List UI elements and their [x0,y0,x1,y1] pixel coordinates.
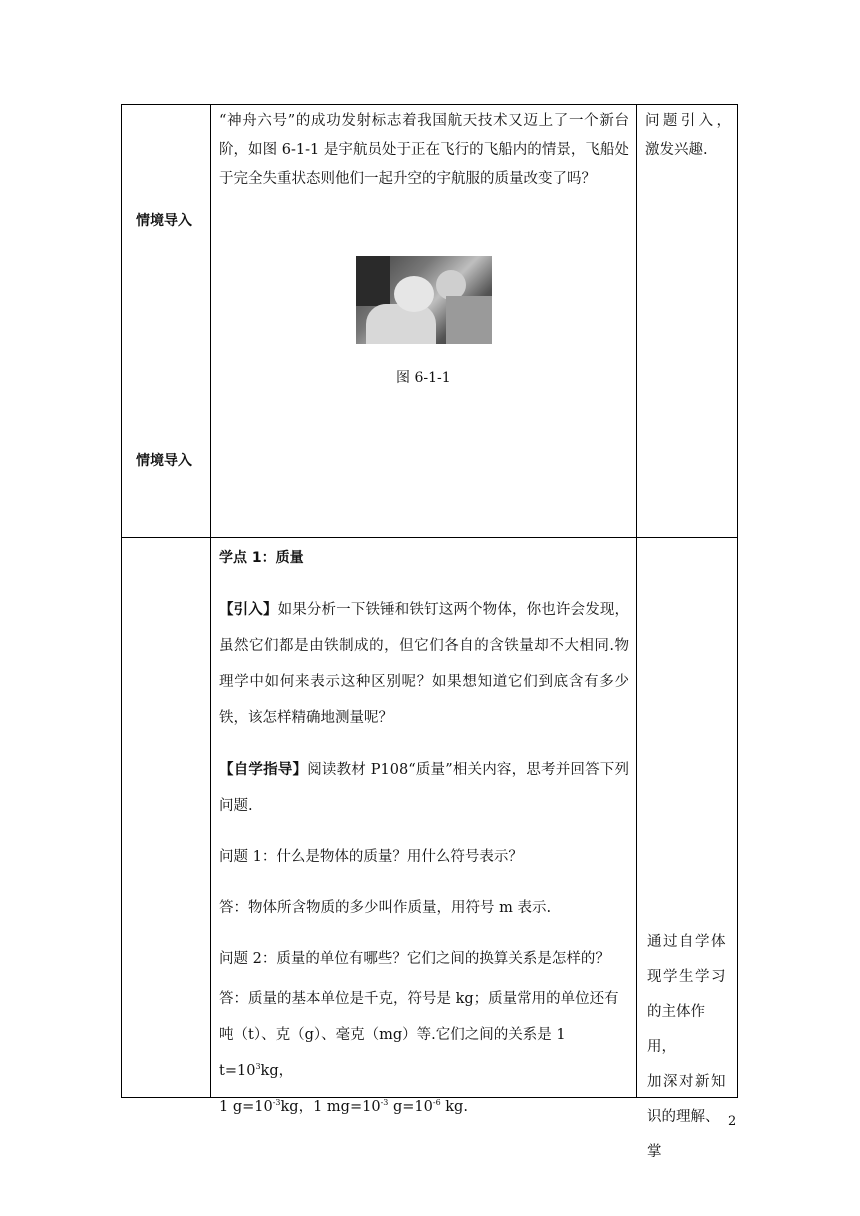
intro-block [219,592,629,736]
intro-tag: 【引入】 [219,602,278,618]
table-col-divider-2 [636,104,637,1098]
table-right-border [737,104,738,1098]
answer-2: 答：质量的基本单位是千克，符号是 kg；质量常用的单位还有 吨（t）、克（g）、毫克（mg）等.它们之间的关系是 1 $t=10^3kg$， 1 $g=10^{-3}kg$，1 $mg=10^{-3}$ $g=10^{-6}$ kg. [219,991,619,1115]
intro-paragraph: “神舟六号”的成功发射标志着我国航天技术又迈上了一个新台阶，如图 6-1-1 是宇航员处于正在飞行的飞船内的情景，飞船处于完全失重状态则他们一起升空的宇航服的质量改变了吗？ [219,113,629,187]
page-number: 2 [728,1114,737,1129]
guide-text: 阅读教材 P108“质量”相关内容，思考并回答下列问题. [219,762,629,814]
intro-text: 如果分析一下铁锤和铁钉这两个物体，你也许会发现，虽然它们都是由铁制成的，但它们各自的含铁量却不大相同.物理学中如何来表示这种区别呢？如果想知道它们到底含有多少铁，该怎样精确地测量呢？ [219,602,629,726]
section-heading: 学点 1：质量 [219,550,304,566]
figure-caption: 图 6-1-1 [396,370,451,386]
row1-content [219,107,629,194]
row1-right-note: 问题引入，激发兴趣. [645,113,731,158]
guide-tag: 【自学指导】 [219,762,308,778]
table-row-divider [121,537,738,538]
table-col-divider-1 [210,104,211,1098]
question-1: 问题 1：什么是物体的质量？用什么符号表示？ [219,849,523,865]
answer-1: 答：物体所含物质的多少叫作质量，用符号 m 表示. [219,900,552,916]
table-left-border [121,104,122,1098]
question-2: 问题 2：质量的单位有哪些？它们之间的换算关系是怎样的？ [219,951,610,967]
row2-content [219,540,629,1125]
row1-label-top: 情境导入 [136,213,192,229]
row1-label-bottom: 情境导入 [136,453,192,469]
guide-block [219,752,629,824]
astronauts-photo [356,256,492,344]
row2-right-note: 通过自学体 现学生学习 的主体作用， 加深对新知 识的理解、掌 [647,934,727,1160]
table-top-border [121,104,738,105]
